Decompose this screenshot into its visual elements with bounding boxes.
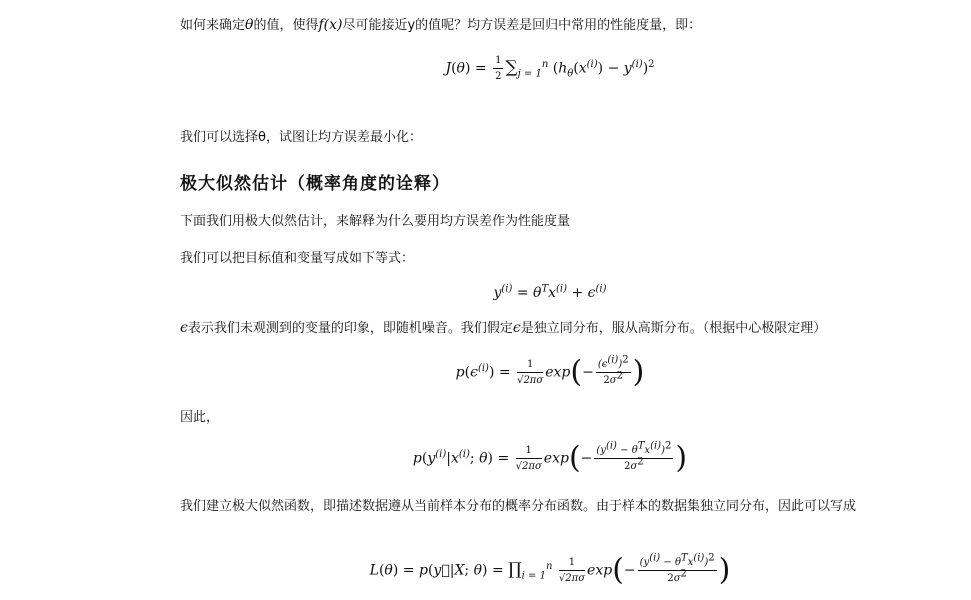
noise-text-a: 表示我们未观测到的变量的印象，即随机噪音。我们假定 <box>187 321 513 336</box>
epsilon-symbol-2: ϵ <box>512 320 521 336</box>
equation-intro-paragraph: 我们可以把目标值和变量写成如下等式： <box>180 251 415 266</box>
section-heading: 极大似然估计（概率角度的诠释） <box>180 174 450 194</box>
explanation-paragraph: 下面我们用极大似然估计，来解释为什么要用均方误差作为性能度量 <box>180 214 571 229</box>
intro-text-b: 的值，使得 <box>253 18 319 33</box>
linear-model-equation: $y^{(i)} = \theta^Tx^{(i)} + \epsilon^{(i)}$ <box>493 283 607 301</box>
noise-text-b: 是独立同分布，服从高斯分布。（根据中心极限定理） <box>520 321 827 336</box>
intro-text-a: 如何来确定 <box>180 18 246 33</box>
theta-symbol: θ <box>245 17 254 33</box>
likelihood-equation: L(θ) = p(y⃗|X; $\theta) = \prod_{i = 1}^n$ $\frac{1}{√2\pi\sigma}$ exp(− $\frac{(y^{(i)} - \theta^Tx^{(i)})^2}{2\sigma^2}$ ) <box>369 552 731 588</box>
choose-theta-paragraph: 我们可以选择θ，试图让均方误差最小化： <box>180 130 422 145</box>
noise-pdf-equation: $p(\epsilon^{(i)})$ = $\frac{1}{√2\pi\sigma}$ exp(− $\frac{(\epsilon^{(i)})^2}{2\sigma^2}$ ) <box>455 354 645 390</box>
conditional-pdf-equation: $p(y^{(i)}|x^{(i)}$; θ) = $\frac{1}{√2\pi\sigma}$ exp(− $\frac{(y^{(i)} - \theta^Tx^{(i)})^2}{2\sigma^2}$ ) <box>412 440 688 476</box>
document-body <box>180 0 920 600</box>
cost-function-equation: J(θ) = $\frac{1}{2}$ $\sum_{j = 1}^n$ $(h_\theta(x^{(i)}) - y^{(i)})^2$ <box>445 55 655 82</box>
intro-paragraph <box>180 15 920 36</box>
intro-text-c: 尽可能接近y的值呢？均方误差是回归中常用的性能度量，即： <box>342 18 702 33</box>
likelihood-paragraph: 我们建立极大似然函数，即描述数据遵从当前样本分布的概率分布函数。由于样本的数据集独立同分布，因此可以写成 <box>180 499 857 514</box>
epsilon-symbol: ϵ <box>180 320 188 336</box>
noise-paragraph <box>180 318 920 339</box>
fx-symbol: f(x) <box>318 17 343 33</box>
therefore-paragraph: 因此， <box>180 410 220 425</box>
